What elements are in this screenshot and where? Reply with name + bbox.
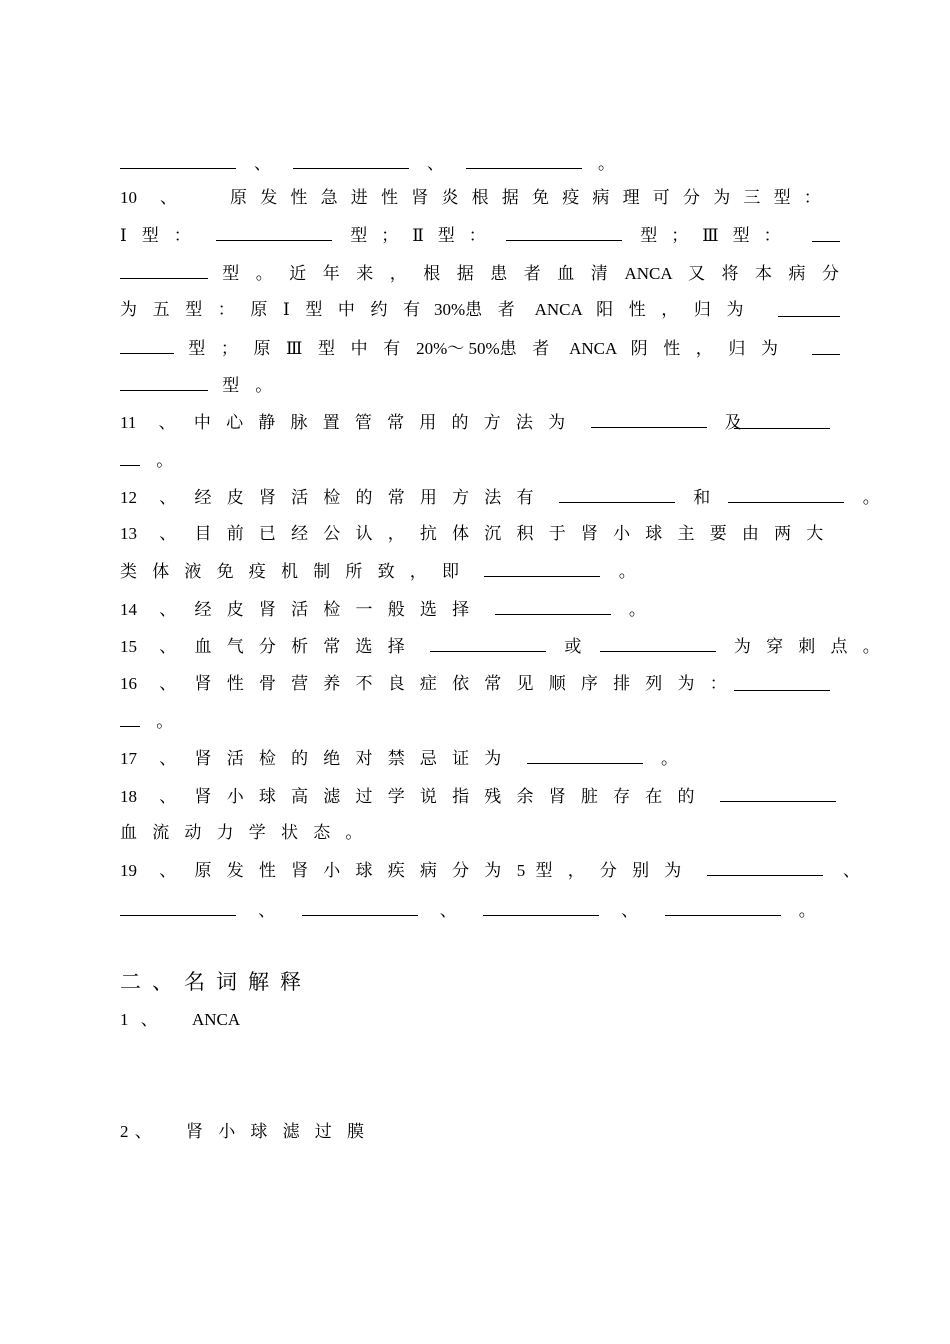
q10-text-1 [230, 185, 840, 211]
question-text: 阳性，归为 [596, 300, 760, 319]
term-number: 2 [120, 1122, 129, 1141]
number-separator: 、 [159, 600, 177, 619]
question-text: 肾活检的绝对禁忌证为 [194, 749, 517, 768]
number-separator: 、 [159, 674, 177, 693]
term-2-line [120, 1119, 840, 1145]
question-text: 中心静脉置管常用的方法为 [193, 413, 581, 432]
question-text: 型。近年来，根据患者血清 [222, 264, 625, 283]
section-heading: 二、名词解释 [120, 970, 312, 994]
question-number: 12 [120, 488, 137, 507]
number-separator: 、 [159, 787, 177, 806]
answer-blank-group2-start[interactable] [812, 336, 840, 355]
type-label-1: Ⅰ型： [120, 226, 206, 245]
answer-blank[interactable] [466, 150, 582, 169]
question-text: 原发性急进性肾炎根据免疫病理可分为三型： [230, 188, 834, 207]
period: 。 [156, 712, 174, 731]
question-number: 11 [120, 413, 137, 432]
percent-range: 20%～ 50% [416, 339, 500, 358]
separator: 、 [258, 901, 276, 920]
question-number: 10 [120, 188, 137, 207]
q13-line-1 [120, 521, 840, 547]
question-text: 型，分别为 [535, 861, 697, 880]
answer-blank-type1[interactable] [216, 222, 332, 241]
answer-blank-type2[interactable] [506, 222, 622, 241]
type-label-2: 型；Ⅱ型： [350, 226, 500, 245]
question-text: 患者 [465, 300, 531, 319]
number-separator: 、 [159, 637, 177, 656]
answer-blank-end[interactable] [120, 708, 140, 727]
term-1-line [120, 1007, 840, 1033]
q10-line-1 [120, 185, 840, 211]
type-label-3: 型；Ⅲ型： [640, 226, 795, 245]
number-separator: 、 [159, 749, 177, 768]
q10-line-6 [120, 372, 840, 398]
conjunction: 或 [564, 637, 582, 656]
q19-line-1 [120, 857, 860, 883]
answer-blank-start[interactable] [734, 410, 830, 429]
answer-blank-group1-start[interactable] [778, 298, 840, 317]
period: 。 [598, 154, 615, 173]
type-count: 5 [516, 861, 526, 880]
percent-value: 30% [433, 300, 466, 319]
q12-line [120, 484, 880, 510]
question-text: 患者 [499, 339, 565, 358]
number-separator: 、 [160, 188, 177, 207]
q10-line-3 [120, 260, 856, 286]
term-number: 1 [120, 1010, 129, 1029]
answer-blank[interactable] [665, 897, 781, 916]
question-text: 血气分析常选择 [194, 637, 420, 656]
answer-blank[interactable] [495, 596, 611, 615]
q18-line-2 [120, 820, 840, 846]
question-text: 肾性骨营养不良症依常见顺序排列为： [194, 674, 742, 693]
period: 。 [628, 600, 646, 619]
answer-blank-type3-start[interactable] [812, 223, 840, 242]
term-anca: ANCA [534, 300, 582, 319]
q10-line-5 [120, 335, 840, 361]
q16-line-2 [120, 708, 840, 734]
q9-continuation-line [120, 150, 840, 176]
conjunction: 和 [693, 488, 711, 507]
answer-blank[interactable] [484, 558, 600, 577]
number-separator: 、 [159, 524, 177, 543]
q18-line-1 [120, 783, 840, 809]
q11-line-1 [120, 409, 840, 435]
question-number: 17 [120, 749, 137, 768]
answer-blank[interactable] [527, 745, 643, 764]
answer-blank[interactable] [728, 484, 844, 503]
question-text: 经皮肾活检一般选择 [194, 600, 485, 619]
question-number: 14 [120, 600, 137, 619]
answer-blank-group2-end[interactable] [120, 372, 208, 391]
answer-blank[interactable] [591, 409, 707, 428]
term-text: 肾小球滤过膜 [186, 1122, 380, 1141]
answer-blank[interactable] [600, 633, 716, 652]
question-text: 类体液免疫机制所致，即 [120, 562, 475, 581]
separator: 、 [843, 861, 860, 880]
answer-blank[interactable] [120, 897, 236, 916]
q13-line-2 [120, 558, 840, 584]
separator: 、 [427, 154, 444, 173]
period: 。 [798, 901, 816, 920]
q15-line [120, 633, 895, 659]
term-anca: ANCA [569, 339, 617, 358]
number-separator: 、 [140, 1010, 158, 1029]
question-text: 型；原Ⅲ型中有 [188, 339, 416, 358]
question-text: 目前已经公认，抗体沉积于肾小球主要由两大 [194, 524, 839, 543]
answer-blank[interactable] [559, 484, 675, 503]
question-text: 原发性肾小球疾病分为 [194, 861, 517, 880]
separator: 、 [621, 901, 639, 920]
q14-line [120, 596, 840, 622]
number-separator: 、 [159, 488, 177, 507]
period: 。 [661, 749, 678, 768]
q17-line [120, 745, 840, 771]
period: 。 [156, 451, 174, 470]
number-separator: 、 [159, 861, 177, 880]
question-text: 阴性，归为 [630, 339, 794, 358]
question-number: 19 [120, 861, 137, 880]
question-text: 肾小球高滤过学说指残余肾脏存在的 [194, 787, 710, 806]
answer-blank[interactable] [293, 150, 409, 169]
period: 。 [618, 562, 636, 581]
q11-line-2 [120, 447, 840, 473]
question-number: 16 [120, 674, 137, 693]
answer-blank[interactable] [120, 150, 236, 169]
answer-blank-type3-end[interactable] [120, 260, 208, 279]
q10-line-4 [120, 297, 840, 323]
question-number: 18 [120, 787, 137, 806]
answer-blank-start[interactable] [734, 672, 830, 691]
question-text: 经皮肾活检的常用方法有 [194, 488, 549, 507]
question-number: 15 [120, 637, 137, 656]
question-text: 型。 [222, 376, 289, 395]
period: 。 [862, 488, 880, 507]
conjunction: 及 [724, 413, 742, 432]
number-separator: 、 [134, 1122, 152, 1141]
term-text: ANCA [192, 1010, 241, 1029]
separator: 、 [254, 154, 271, 173]
answer-blank-end[interactable] [120, 447, 140, 466]
q19-line-2 [120, 897, 840, 923]
question-text: 为五型：原Ⅰ型中约有 [120, 300, 436, 319]
question-text: 又将本病分 [687, 264, 856, 283]
q10-line-2 [120, 222, 840, 248]
question-text: 血流动力学状态。 [120, 823, 378, 842]
number-separator: 、 [158, 413, 176, 432]
separator: 、 [439, 901, 457, 920]
question-text: 为穿刺点。 [733, 637, 895, 656]
answer-blank[interactable] [302, 897, 418, 916]
q16-line-1 [120, 671, 840, 697]
answer-blank[interactable] [483, 897, 599, 916]
answer-blank-group1-end[interactable] [120, 335, 174, 354]
question-number: 13 [120, 524, 137, 543]
term-anca: ANCA [624, 264, 672, 283]
answer-blank[interactable] [430, 633, 546, 652]
answer-blank[interactable] [720, 783, 836, 802]
answer-blank[interactable] [707, 857, 823, 876]
